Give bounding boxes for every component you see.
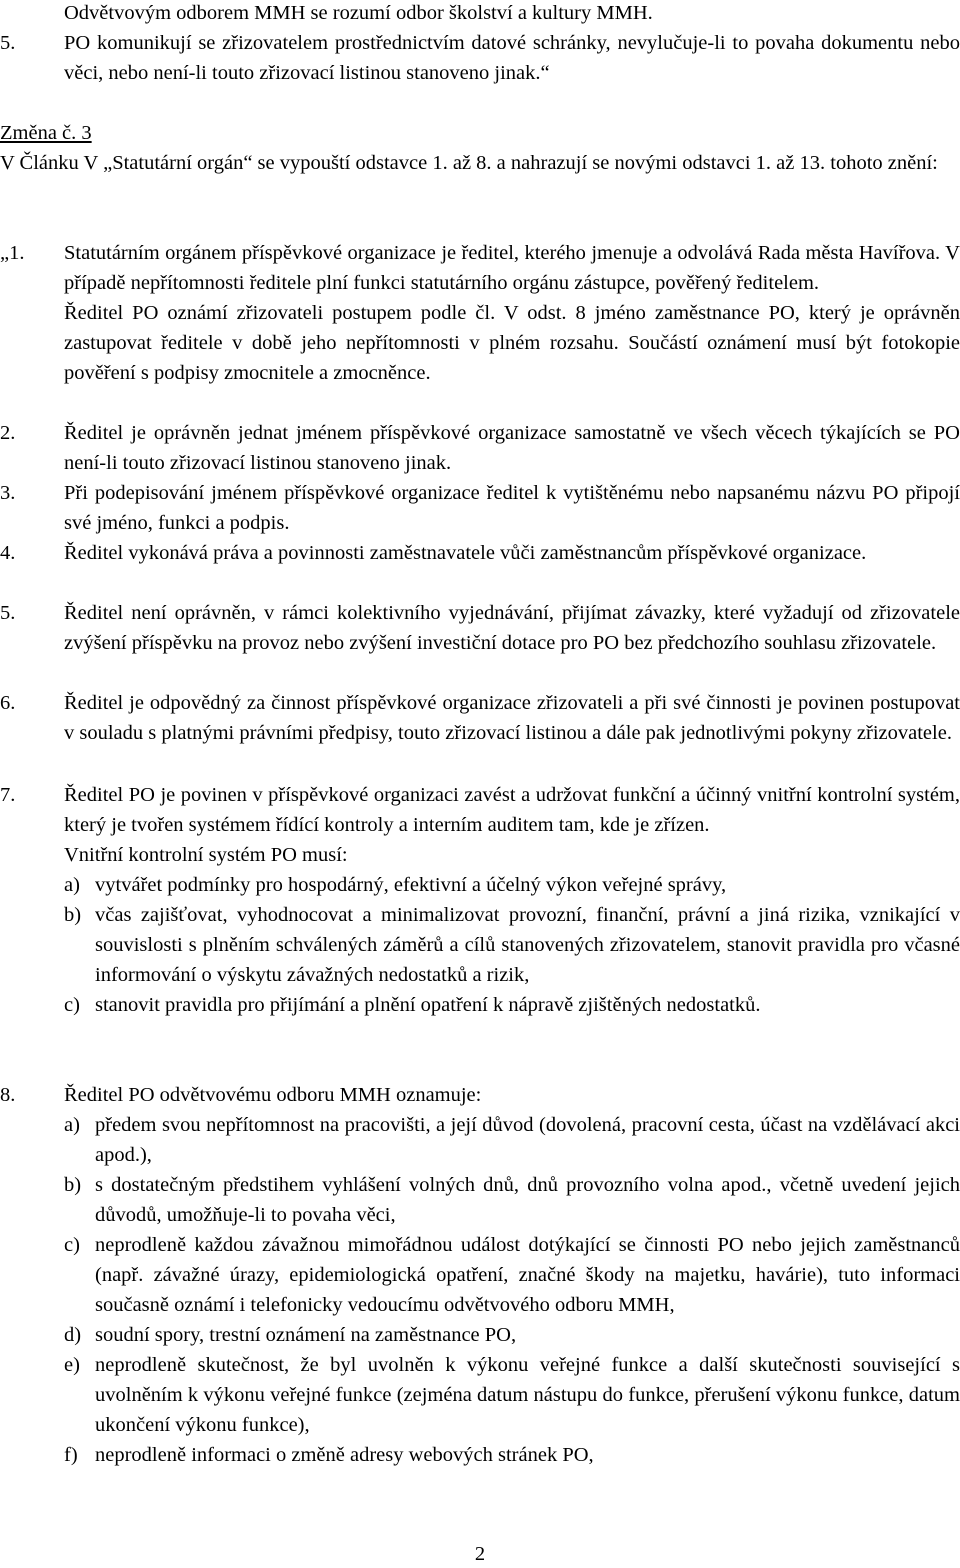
sublist-label: c) bbox=[64, 1234, 80, 1256]
sublist-item-7a bbox=[64, 870, 960, 900]
sublist-text: s dostatečným předstihem vyhlášení volných dnů, dnů provozního volna apod., včetně uvedení jejich důvodů, umožňuje-li to povaha věci, bbox=[95, 1174, 960, 1226]
paragraph-text: Odvětvovým odborem MMH se rozumí odbor školství a kultury MMH. bbox=[64, 2, 653, 24]
list-item-prev-5 bbox=[0, 28, 960, 88]
list-text: Při podepisování jménem příspěvkové organizace ředitel k vytištěnému nebo napsanému názvu PO připojí své jméno, funkci a podpis. bbox=[64, 482, 960, 534]
sublist-item-8a bbox=[64, 1110, 960, 1170]
change-title-text: Změna č. 3 bbox=[0, 122, 92, 144]
sublist-label: a) bbox=[64, 1114, 80, 1136]
list-item-7 bbox=[0, 780, 960, 1020]
list-number: 6. bbox=[0, 692, 16, 714]
sublist-item-8d bbox=[64, 1320, 960, 1350]
sublist-item-8f bbox=[64, 1440, 960, 1470]
list-text-continued: Ředitel PO oznámí zřizovateli postupem podle čl. V odst. 8 jméno zaměstnance PO, který je oprávněn zastupovat ředitele v době jeho nepřítomnosti v plném rozsahu. Součástí oznámení musí být fotokopie pověření s podpisy zmocnitele a zmocněnce. bbox=[64, 302, 960, 384]
sublist-text: soudní spory, trestní oznámení na zaměstnance PO, bbox=[95, 1324, 517, 1346]
list-text-continued: Vnitřní kontrolní systém PO musí: bbox=[64, 844, 348, 866]
list-number: 7. bbox=[0, 784, 16, 806]
list-number: 5. bbox=[0, 32, 16, 54]
sublist-item-8b bbox=[64, 1170, 960, 1230]
list-item-8 bbox=[0, 1080, 960, 1470]
list-number: 2. bbox=[0, 422, 16, 444]
sublist-text: neprodleně skutečnost, že byl uvolněn k výkonu veřejné funkce a další skutečnosti související s uvolněním k výkonu veřejné funkce (zejména datum nástupu do funkce, přerušení výkonu funkce, datum ukončení výkonu funkce), bbox=[95, 1354, 960, 1436]
list-text: Statutárním orgánem příspěvkové organizace je ředitel, kterého jmenuje a odvolává Rada města Havířova. V případě nepřítomnosti ředitele plní funkci statutárního orgánu zástupce, pověřený ředitelem. bbox=[64, 242, 960, 294]
sublist-label: a) bbox=[64, 874, 80, 896]
list-item-2 bbox=[0, 418, 960, 478]
sublist-label: c) bbox=[64, 994, 80, 1016]
sublist-item-7c bbox=[64, 990, 960, 1020]
change-title bbox=[0, 118, 960, 148]
list-item-6 bbox=[0, 688, 960, 748]
change-intro: V Článku V „Statutární orgán“ se vypouští odstavce 1. až 8. a nahrazují se novými odstavci 1. až 13. tohoto znění: bbox=[0, 152, 938, 174]
list-text: Ředitel je odpovědný za činnost příspěvkové organizace zřizovateli a při své činnosti je povinen postupovat v souladu s platnými právními předpisy, touto zřizovací listinou a dále pak jednotlivými pokyny zřizovatele. bbox=[64, 692, 960, 744]
list-item-5 bbox=[0, 598, 960, 658]
sublist-label: f) bbox=[64, 1444, 78, 1466]
list-text: PO komunikují se zřizovatelem prostřednictvím datové schránky, nevylučuje-li to povaha dokumentu nebo věci, nebo není-li touto zřizovací listinou stanoveno jinak.“ bbox=[64, 32, 960, 84]
list-text: Ředitel je oprávněn jednat jménem příspěvkové organizace samostatně ve všech věcech týkajících se PO není-li touto zřizovací listinou stanoveno jinak. bbox=[64, 422, 960, 474]
sublist-text: vytvářet podmínky pro hospodárný, efektivní a účelný výkon veřejné správy, bbox=[95, 874, 727, 896]
list-item-1 bbox=[0, 238, 960, 388]
list-item-4 bbox=[0, 538, 960, 568]
list-text: Ředitel vykonává práva a povinnosti zaměstnavatele vůči zaměstnancům příspěvkové organizace. bbox=[64, 542, 867, 564]
sublist-label: b) bbox=[64, 1174, 82, 1196]
sublist-label: b) bbox=[64, 904, 82, 926]
sublist-label: e) bbox=[64, 1354, 80, 1376]
sublist-text: předem svou nepřítomnost na pracovišti, a její důvod (dovolená, pracovní cesta, účast na vzdělávací akci apod.), bbox=[95, 1114, 960, 1166]
sublist-item-8e bbox=[64, 1350, 960, 1440]
list-item-3 bbox=[0, 478, 960, 538]
paragraph-odvetvovy-odbor bbox=[64, 0, 960, 28]
sublist-item-7b bbox=[64, 900, 960, 990]
page-number: 2 bbox=[474, 1543, 486, 1565]
list-number: „1. bbox=[0, 242, 25, 264]
list-text: Ředitel PO je povinen v příspěvkové organizaci zavést a udržovat funkční a účinný vnitřní kontrolní systém, který je tvořen systémem řídící kontroly a interním auditem tam, kde je zřízen. bbox=[64, 784, 960, 836]
list-text: Ředitel PO odvětvovému odboru MMH oznamuje: bbox=[64, 1084, 482, 1106]
list-number: 3. bbox=[0, 482, 16, 504]
list-number: 8. bbox=[0, 1084, 16, 1106]
list-number: 4. bbox=[0, 542, 16, 564]
sublist-text: neprodleně každou závažnou mimořádnou událost dotýkající se činnosti PO nebo jejich zaměstnanců (např. závažné úrazy, epidemiologická opatření, značné škody na majetku, havárie), tuto informaci současně oznámí i telefonicky vedoucímu odvětvového odboru MMH, bbox=[95, 1234, 960, 1316]
list-text: Ředitel není oprávněn, v rámci kolektivního vyjednávání, přijímat závazky, které vyžadují od zřizovatele zvýšení příspěvku na provoz nebo zvýšení investiční dotace pro PO bez předchozího souhlasu zřizovatele. bbox=[64, 602, 960, 654]
sublist-text: neprodleně informaci o změně adresy webových stránek PO, bbox=[95, 1444, 594, 1466]
list-number: 5. bbox=[0, 602, 16, 624]
sublist-label: d) bbox=[64, 1324, 82, 1346]
sublist-item-8c bbox=[64, 1230, 960, 1320]
sublist-text: stanovit pravidla pro přijímání a plnění opatření k nápravě zjištěných nedostatků. bbox=[95, 994, 761, 1016]
sublist-text: včas zajišťovat, vyhodnocovat a minimalizovat provozní, finanční, právní a jiná rizika, vznikající v souvislosti s plněním schválených záměrů a cílů stanovených zřizovatelem, stanovit pravidla pro včasné informování o výskytu závažných nedostatků a rizik, bbox=[95, 904, 960, 986]
